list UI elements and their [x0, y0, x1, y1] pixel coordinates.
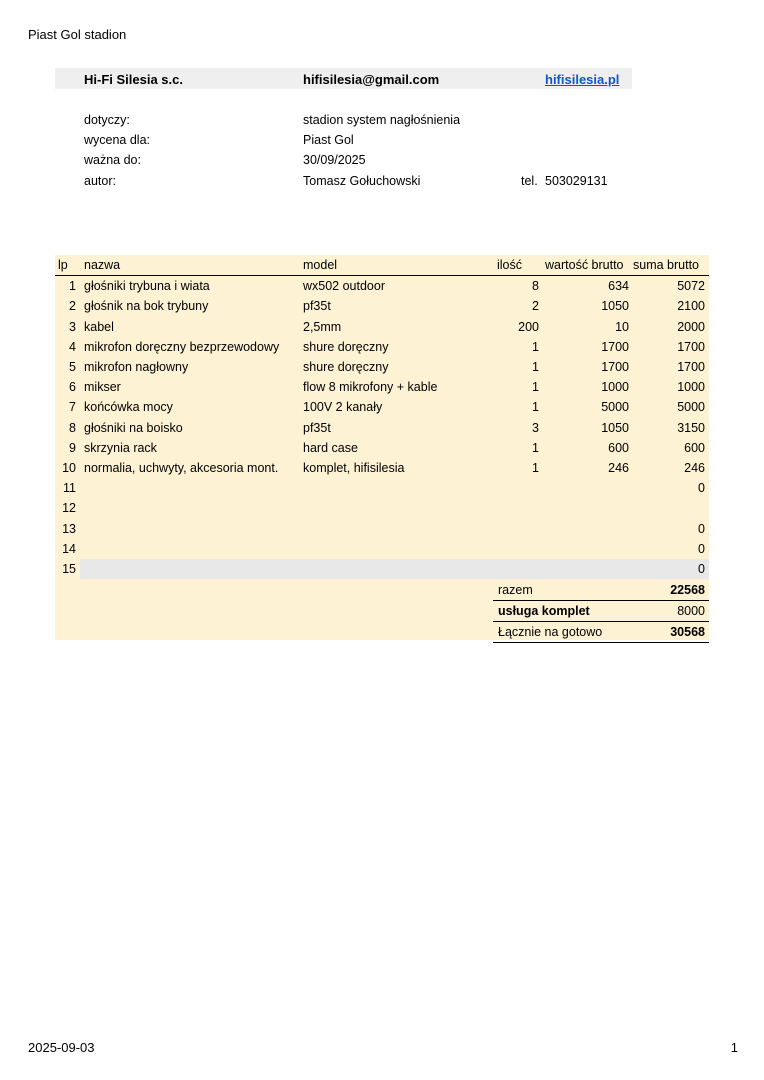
cell-lp: 13 — [62, 521, 76, 536]
col-header-qty: ilość — [493, 255, 543, 276]
cell-unit-price: 634 — [608, 279, 629, 294]
cell-model: pf35t — [303, 299, 331, 314]
cell-unit-price — [543, 478, 633, 498]
table-row — [55, 438, 709, 458]
cell-name — [80, 539, 299, 559]
cell-name: mikrofon nagłowny — [84, 360, 189, 375]
cell-qty — [493, 559, 543, 579]
summary-block — [493, 580, 709, 643]
footer-date: 2025-09-03 — [28, 1040, 95, 1055]
cell-name: końcówka mocy — [84, 400, 173, 415]
cell-model — [299, 539, 493, 559]
cell-qty: 1 — [532, 339, 539, 354]
service-value: 8000 — [677, 604, 705, 618]
table-row — [55, 559, 709, 579]
cell-name: głośnik na bok trybuny — [84, 299, 209, 314]
client-label: wycena dla: — [84, 133, 151, 147]
cell-model: flow 8 mikrofony + kable — [303, 380, 438, 395]
table-row — [55, 458, 709, 478]
col-header-sum: suma brutto — [633, 255, 709, 276]
col-header-lp: lp — [55, 255, 80, 276]
subject-value: stadion system nagłośnienia — [303, 113, 461, 127]
cell-sum: 3150 — [677, 420, 705, 435]
author-value: Tomasz Gołuchowski — [303, 174, 421, 188]
subject-label: dotyczy: — [84, 113, 130, 127]
cell-sum: 246 — [684, 460, 705, 475]
cell-sum: 0 — [633, 559, 709, 579]
total-label: Łącznie na gotowo — [498, 625, 603, 639]
quote-table — [55, 255, 709, 579]
col-header-name: nazwa — [80, 255, 299, 276]
table-row — [55, 418, 709, 438]
company-name: Hi-Fi Silesia s.c. — [84, 72, 183, 87]
cell-name — [80, 559, 299, 579]
cell-model — [299, 478, 493, 498]
cell-lp: 3 — [69, 319, 76, 334]
cell-qty: 200 — [518, 319, 539, 334]
cell-unit-price: 600 — [608, 440, 629, 455]
cell-model: shure doręczny — [303, 360, 389, 375]
table-row — [55, 276, 709, 297]
cell-qty: 8 — [532, 279, 539, 294]
cell-lp: 5 — [69, 360, 76, 375]
cell-name: skrzynia rack — [84, 440, 157, 455]
col-header-model: model — [299, 255, 493, 276]
table-row — [55, 377, 709, 397]
service-row — [493, 601, 709, 622]
cell-qty: 1 — [532, 460, 539, 475]
cell-unit-price: 1700 — [601, 360, 629, 375]
phone-label: tel. — [521, 174, 538, 188]
cell-name: mikser — [84, 380, 121, 395]
table-row — [55, 498, 709, 518]
client-value: Piast Gol — [303, 133, 354, 147]
cell-qty: 2 — [532, 299, 539, 314]
cell-model: 2,5mm — [303, 319, 342, 334]
cell-lp: 9 — [69, 440, 76, 455]
cell-name: kabel — [84, 319, 114, 334]
cell-unit-price — [543, 518, 633, 538]
col-header-unit-price: wartość brutto — [543, 255, 633, 276]
cell-name: normalia, uchwyty, akcesoria mont. — [84, 460, 279, 475]
subtotal-label: razem — [498, 583, 533, 597]
cell-unit-price: 1000 — [601, 380, 629, 395]
cell-unit-price — [543, 559, 633, 579]
table-row — [55, 539, 709, 559]
cell-unit-price — [543, 498, 633, 518]
cell-qty — [493, 478, 543, 498]
cell-model — [299, 498, 493, 518]
cell-sum: 0 — [698, 541, 705, 556]
cell-qty: 3 — [532, 420, 539, 435]
cell-unit-price: 5000 — [601, 400, 629, 415]
cell-qty — [493, 498, 543, 518]
cell-unit-price: 1700 — [601, 339, 629, 354]
table-header-row — [55, 255, 709, 276]
total-row — [493, 622, 709, 643]
phone-value: 503029131 — [545, 174, 608, 188]
cell-unit-price: 1050 — [601, 299, 629, 314]
valid-until-value: 30/09/2025 — [303, 153, 366, 167]
cell-qty: 1 — [532, 360, 539, 375]
cell-sum: 1700 — [677, 360, 705, 375]
cell-sum: 1000 — [677, 380, 705, 395]
cell-unit-price — [543, 539, 633, 559]
author-label: autor: — [84, 174, 116, 188]
cell-lp: 7 — [69, 400, 76, 415]
cell-model — [299, 518, 493, 538]
cell-lp: 14 — [62, 541, 76, 556]
valid-until-label: ważna do: — [84, 153, 141, 167]
table-row — [55, 357, 709, 377]
cell-model — [299, 559, 493, 579]
subtotal-value: 22568 — [670, 583, 705, 597]
cell-sum: 2100 — [677, 299, 705, 314]
cell-name: mikrofon doręczny bezprzewodowy — [84, 339, 280, 354]
cell-sum: 0 — [698, 481, 705, 496]
company-email: hifisilesia@gmail.com — [303, 72, 440, 87]
cell-name — [80, 518, 299, 538]
cell-unit-price: 246 — [608, 460, 629, 475]
table-row — [55, 478, 709, 498]
table-row — [55, 296, 709, 316]
cell-lp: 12 — [62, 501, 76, 516]
cell-model: pf35t — [303, 420, 331, 435]
cell-lp: 11 — [63, 481, 76, 496]
cell-lp: 15 — [62, 561, 76, 576]
subtotal-row — [493, 580, 709, 601]
cell-model: wx502 outdoor — [303, 279, 386, 294]
cell-lp: 8 — [69, 420, 76, 435]
cell-lp: 6 — [69, 380, 76, 395]
cell-qty: 1 — [532, 380, 539, 395]
cell-sum: 1700 — [677, 339, 705, 354]
cell-lp: 1 — [69, 279, 76, 294]
table-row — [55, 337, 709, 357]
table-row — [55, 518, 709, 538]
footer-page-number: 1 — [730, 1040, 738, 1055]
cell-model: 100V 2 kanały — [303, 400, 383, 415]
table-row — [55, 397, 709, 417]
cell-sum: 2000 — [677, 319, 705, 334]
cell-name — [80, 478, 299, 498]
total-value: 30568 — [670, 625, 705, 639]
cell-unit-price: 10 — [615, 319, 629, 334]
cell-sum — [633, 498, 709, 518]
cell-name — [80, 498, 299, 518]
cell-sum: 0 — [698, 521, 705, 536]
cell-lp: 4 — [69, 339, 76, 354]
cell-model: komplet, hifisilesia — [303, 460, 405, 475]
cell-qty: 1 — [532, 400, 539, 415]
company-website-link[interactable]: hifisilesia.pl — [545, 72, 620, 87]
cell-model: shure doręczny — [303, 339, 389, 354]
cell-unit-price: 1050 — [601, 420, 629, 435]
cell-sum: 600 — [684, 440, 705, 455]
document-title: Piast Gol stadion — [28, 27, 127, 42]
cell-lp: 2 — [69, 299, 76, 314]
cell-name: głośniki na boisko — [84, 420, 183, 435]
cell-qty — [493, 539, 543, 559]
cell-lp: 10 — [62, 460, 76, 475]
cell-model: hard case — [303, 440, 358, 455]
cell-qty — [493, 518, 543, 538]
cell-name: głośniki trybuna i wiata — [84, 279, 210, 294]
cell-qty: 1 — [532, 440, 539, 455]
cell-sum: 5072 — [677, 279, 705, 294]
service-label: usługa komplet — [498, 604, 590, 618]
table-row — [55, 317, 709, 337]
cell-sum: 5000 — [677, 400, 705, 415]
